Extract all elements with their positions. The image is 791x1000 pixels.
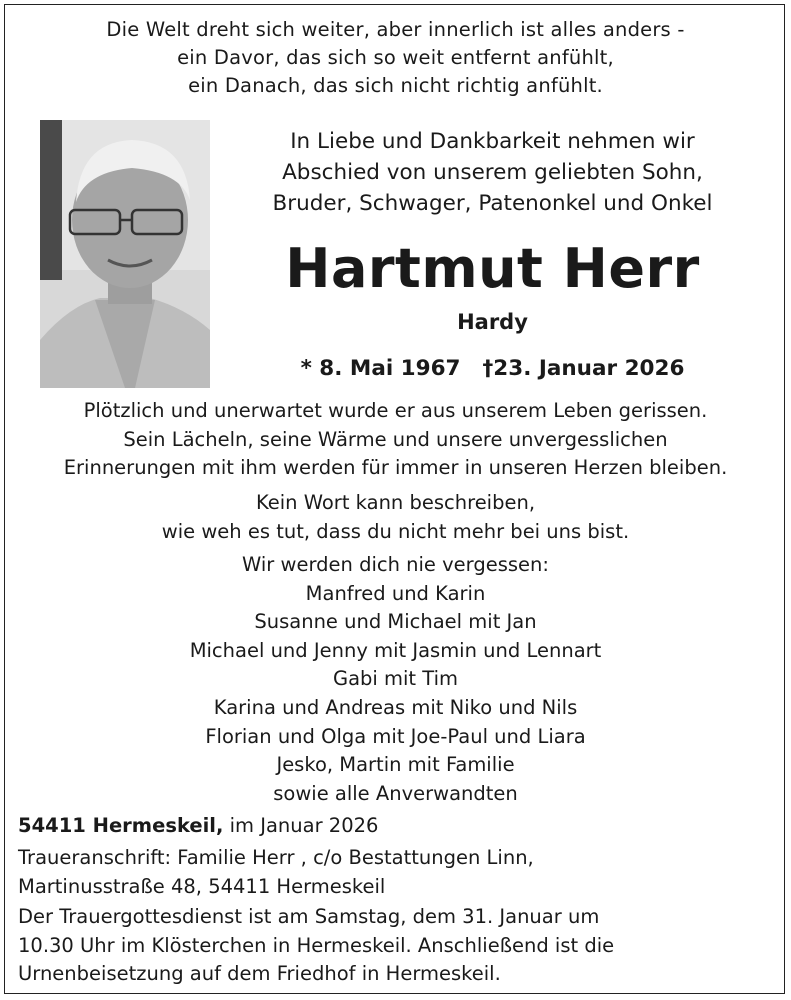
birth-date: * 8. Mai 1967 [300,356,461,381]
deceased-nickname: Hardy [457,310,528,334]
place-date [18,812,778,841]
motto-line: ein Davor, das sich so weit entfernt anfühlt, [177,46,614,69]
mourner-line: Florian und Olga mit Joe-Paul und Liara [205,724,586,748]
mourner-line: Michael und Jenny mit Jasmin und Lennart [189,638,602,662]
service-info [18,903,778,989]
motto-line: ein Danach, das sich nicht richtig anfühlt. [188,74,603,97]
mourning-address [18,844,778,901]
memorial-line: Erinnerungen mit ihm werden für immer in unseren Herzen bleiben. [63,456,728,480]
memorial-line: Plötzlich und unerwartet wurde er aus unserem Leben gerissen. [83,399,708,422]
service-line: Der Trauergottesdienst ist am Samstag, dem 31. Januar um [18,905,600,928]
service-line: 10.30 Uhr im Klösterchen in Hermeskeil. Anschließend ist die [18,933,615,957]
grief-line: wie weh es tut, dass du nicht mehr bei uns bist. [161,519,630,543]
deceased-name: Hartmut Herr [285,237,700,300]
grief-text [0,489,791,546]
address-line: Traueranschrift: Familie Herr , c/o Bestattungen Linn, [18,846,534,869]
mourner-line: Manfred und Karin [305,581,486,605]
life-dates [225,353,760,385]
address-line: Martinusstraße 48, 54411 Hermeskeil [18,874,386,898]
intro-line: In Liebe und Dankbarkeit nehmen wir [290,129,695,154]
mourner-line: Jesko, Martin mit Familie [276,753,515,777]
intro-line: Bruder, Schwager, Patenonkel und Onkel [272,191,713,216]
mourners-list [0,551,791,808]
motto-verse [0,16,791,100]
mourner-line: Susanne und Michael mit Jan [254,610,537,634]
mourner-line: sowie alle Anverwandten [273,781,518,805]
place: 54411 Hermeskeil, [18,814,224,837]
intro-text [225,126,760,219]
portrait-image [40,120,210,388]
date: im Januar 2026 [223,814,379,837]
grief-line: Kein Wort kann beschreiben, [255,491,536,514]
mourner-line: Karina und Andreas mit Niko und Nils [213,695,578,719]
memorial-text [0,397,791,483]
motto-line: Die Welt dreht sich weiter, aber innerlich ist alles anders - [106,18,685,41]
death-date: †23. Januar 2026 [482,356,685,381]
service-line: Urnenbeisetzung auf dem Friedhof in Hermeskeil. [18,962,501,986]
portrait-photo [40,120,210,388]
mourner-line: Wir werden dich nie vergessen: [242,553,549,576]
mourner-line: Gabi mit Tim [332,667,459,691]
intro-line: Abschied von unserem geliebten Sohn, [282,160,703,185]
memorial-line: Sein Lächeln, seine Wärme und unsere unvergesslichen [123,427,668,451]
